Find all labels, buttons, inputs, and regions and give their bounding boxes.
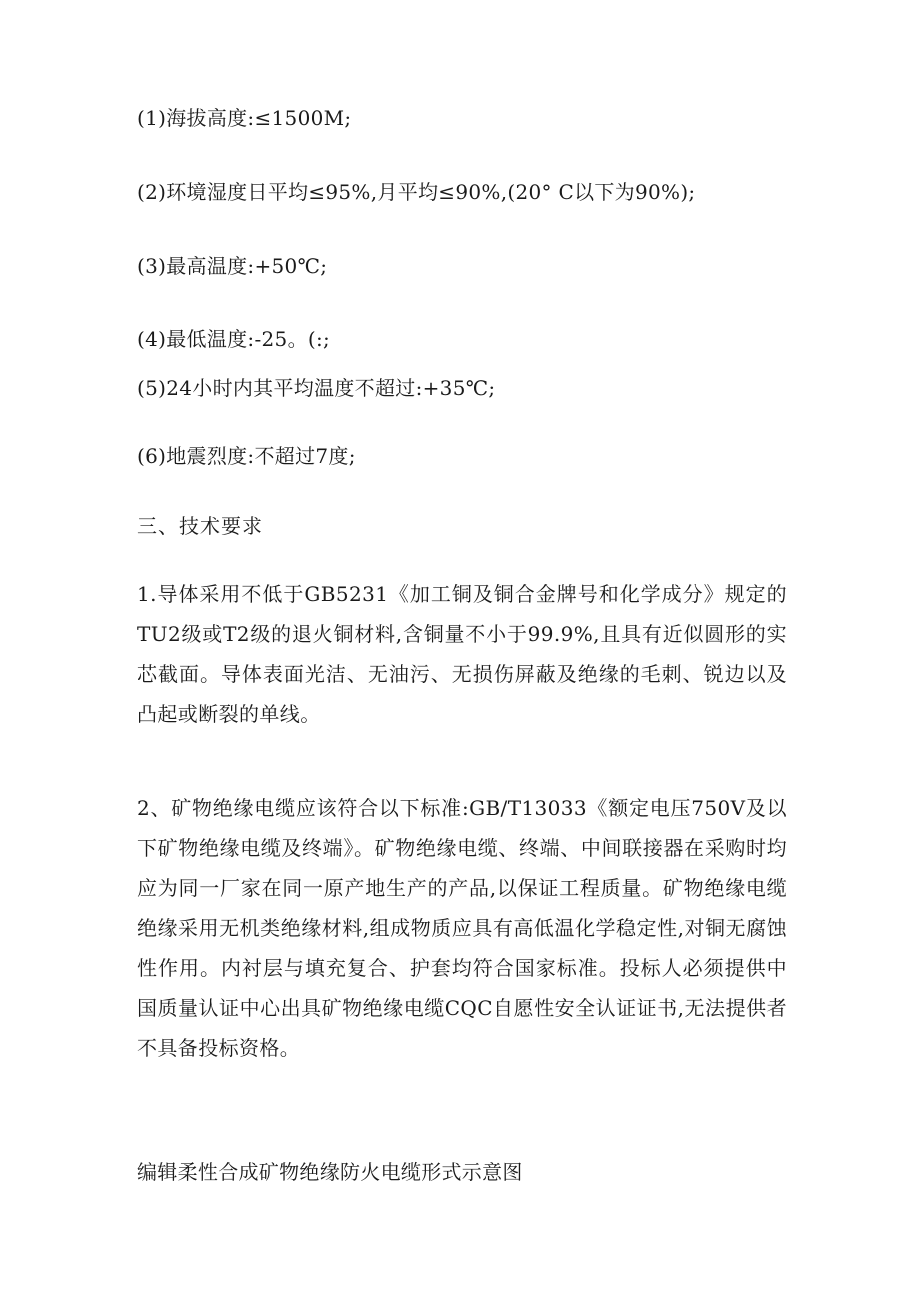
condition-min-temperature: (4)最低温度:-25。(:; [137,327,331,351]
condition-average-temperature: (5)24小时内其平均温度不超过:+35℃; [137,376,496,400]
condition-seismic-intensity: (6)地震烈度:不超过7度; [137,444,356,468]
paragraph-conductor: 1.导体采用不低于GB5231《加工铜及铜合金牌号和化学成分》规定的TU2级或T2级的退火铜材料,含铜量不小于99.9%,且具有近似圆形的实芯截面。导体表面光洁、无油污、无损伤屏蔽及绝缘的毛刺、锐边以及凸起或断裂的单线。 [137,582,787,726]
paragraph-cable-standard: 2、矿物绝缘电缆应该符合以下标准:GB/T13033《额定电压750V及以下矿物绝缘电缆及终端》。矿物绝缘电缆、终端、中间联接器在采购时均应为同一厂家在同一原产地生产的产品,以保证工程质量。矿物绝缘电缆绝缘采用无机类绝缘材料,组成物质应具有高低温化学稳定性,对铜无腐蚀性作用。内衬层与填充复合、护套均符合国家标准。投标人必须提供中国质量认证中心出具矿物绝缘电缆CQC自愿性安全认证证书,无法提供者不具备投标资格。 [137,796,787,1060]
condition-humidity: (2)环境湿度日平均≤95%,月平均≤90%,(20° C以下为90%); [137,180,696,204]
condition-max-temperature: (3)最高温度:+50℃; [137,254,328,278]
section-heading: 三、技术要求 [137,514,263,538]
figure-caption: 编辑柔性合成矿物绝缘防火电缆形式示意图 [137,1160,523,1184]
condition-altitude: (1)海拔高度:≤1500M; [137,106,352,130]
